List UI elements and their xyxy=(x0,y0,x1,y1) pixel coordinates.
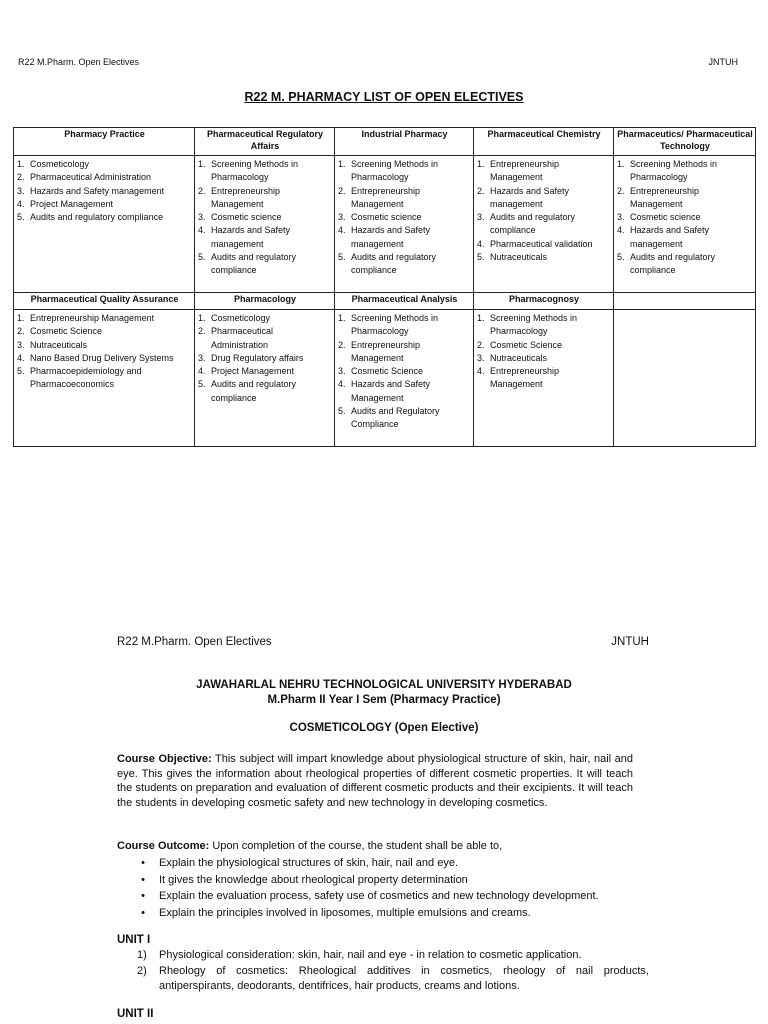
elective-name: Audits and regulatory compliance xyxy=(211,379,297,403)
elective-list-cell xyxy=(335,156,474,293)
elective-name: Project Management xyxy=(211,366,295,377)
topic-text: Physiological consideration: skin, hair, nail and eye - in relation to cosmetic application. xyxy=(159,949,582,961)
item-number: 5. xyxy=(198,252,206,263)
elective-list xyxy=(477,156,611,264)
outcome-text: Explain the evaluation process, safety use of cosmetics and new technology development. xyxy=(159,890,599,902)
item-number: 4. xyxy=(17,352,25,363)
bullet-icon: • xyxy=(141,873,145,886)
list-item xyxy=(338,211,471,224)
item-number: 3. xyxy=(198,352,206,363)
list-item xyxy=(117,872,657,889)
list-item xyxy=(477,211,611,238)
elective-list xyxy=(617,156,753,278)
item-number: 2. xyxy=(198,185,206,196)
item-number: 4. xyxy=(477,366,485,377)
open-electives-table xyxy=(13,127,756,447)
list-item xyxy=(338,339,471,366)
item-number: 2. xyxy=(338,185,346,196)
list-item xyxy=(17,365,192,392)
item-number: 1. xyxy=(17,313,25,323)
column-header xyxy=(614,293,756,310)
unit-2-heading: UNIT II xyxy=(117,1008,154,1020)
list-item xyxy=(198,352,332,365)
table-header-row xyxy=(14,128,756,156)
elective-name: Audits and regulatory compliance xyxy=(30,212,164,223)
elective-list-cell xyxy=(474,310,614,447)
page1-header xyxy=(18,57,738,69)
course-outcome-intro xyxy=(117,839,637,854)
elective-list-cell xyxy=(474,156,614,293)
list-item xyxy=(198,158,332,185)
item-number: 3. xyxy=(17,185,25,196)
list-item xyxy=(198,251,332,278)
outcome-text: Explain the principles involved in liposomes, multiple emulsions and creams. xyxy=(159,906,531,919)
column-header: Pharmaceutical Analysis xyxy=(335,293,474,310)
elective-name: Entrepreneurship Management xyxy=(351,185,421,209)
elective-name: Nutraceuticals xyxy=(490,352,548,363)
elective-name: Screening Methods in Pharmacology xyxy=(351,313,439,337)
list-item xyxy=(477,185,611,212)
elective-name: Hazards and Safety management xyxy=(630,225,710,249)
list-item xyxy=(117,888,657,905)
item-number: 2. xyxy=(477,185,485,196)
column-header: Pharmacognosy xyxy=(474,293,614,310)
elective-name: Entrepreneurship Management xyxy=(490,366,560,390)
list-item xyxy=(198,312,332,325)
unit-1-topics xyxy=(117,948,649,995)
item-number: 4. xyxy=(477,238,485,249)
item-number: 1. xyxy=(198,313,206,323)
list-item xyxy=(477,352,611,365)
item-number: 2) xyxy=(137,964,147,977)
elective-name: Cosmetic Science xyxy=(490,339,563,350)
elective-name: Nano Based Drug Delivery Systems xyxy=(30,352,174,363)
list-item xyxy=(198,224,332,251)
page2-header-right: JNTUH xyxy=(611,636,649,648)
item-number: 4. xyxy=(198,225,206,236)
list-item xyxy=(198,211,332,224)
elective-name: Cosmetic science xyxy=(630,212,701,223)
elective-list-cell xyxy=(614,156,756,293)
elective-name: Pharmaceutical Administration xyxy=(30,172,152,183)
elective-name: Audits and regulatory compliance xyxy=(351,252,437,276)
bullet-icon: • xyxy=(141,890,145,902)
elective-name: Nutraceuticals xyxy=(30,339,88,350)
list-item xyxy=(338,312,471,339)
elective-list-cell xyxy=(335,310,474,447)
item-number: 1. xyxy=(338,313,346,323)
column-header: Pharmaceutics/ Pharmaceutical Technology xyxy=(614,128,756,156)
elective-list xyxy=(17,310,192,392)
item-number: 4. xyxy=(198,366,206,377)
elective-name: Audits and regulatory compliance xyxy=(211,252,297,276)
table-row xyxy=(14,310,756,447)
list-item xyxy=(17,158,192,171)
list-item xyxy=(17,352,192,365)
page1-header-right: JNTUH xyxy=(708,57,738,67)
elective-name: Project Management xyxy=(30,198,114,209)
course-objective-text: This subject will impart knowledge about physiological structure of skin, hair, nail and eye. This gives the information about rheological properties of different cosmetic properties. It will teach the students on preparation and evaluation of different cosmetic products and their excipients. It will teach the students in developing cosmetic safety and new technology in developing cosmetics. xyxy=(117,753,633,809)
elective-name: Pharmaceutical Administration xyxy=(211,326,274,350)
elective-name: Pharmaceutical validation xyxy=(490,238,593,249)
list-item xyxy=(17,198,192,211)
list-item xyxy=(338,185,471,212)
outcome-text: Explain the physiological structures of skin, hair, nail and eye. xyxy=(159,857,458,869)
list-item xyxy=(617,211,753,224)
item-number: 2. xyxy=(477,339,485,350)
bullet-icon: • xyxy=(141,906,145,919)
elective-list xyxy=(477,310,611,392)
item-number: 1. xyxy=(477,313,485,323)
item-number: 5. xyxy=(17,212,25,223)
item-number: 2. xyxy=(17,326,25,337)
list-item xyxy=(338,158,471,185)
list-item xyxy=(198,378,332,405)
list-item xyxy=(617,185,753,212)
page2-header xyxy=(117,636,649,650)
list-item xyxy=(477,312,611,339)
elective-name: Audits and regulatory compliance xyxy=(490,212,576,236)
table-header-row xyxy=(14,293,756,310)
item-number: 3. xyxy=(338,366,346,377)
elective-name: Hazards and Safety management xyxy=(490,185,570,209)
elective-name: Entrepreneurship Management xyxy=(351,339,421,363)
elective-name: Entrepreneurship Management xyxy=(211,185,281,209)
elective-list-cell xyxy=(14,310,195,447)
item-number: 5. xyxy=(338,252,346,263)
elective-list xyxy=(338,310,471,432)
column-header: Pharmacy Practice xyxy=(14,128,195,156)
elective-name: Audits and Regulatory Compliance xyxy=(351,406,440,430)
table-row xyxy=(14,156,756,293)
list-item xyxy=(477,251,611,264)
item-number: 5. xyxy=(17,366,25,377)
list-item xyxy=(338,365,471,378)
list-item xyxy=(477,158,611,185)
item-number: 2. xyxy=(617,185,625,196)
item-number: 2. xyxy=(338,339,346,350)
elective-list-cell xyxy=(195,156,335,293)
elective-name: Drug Regulatory affairs xyxy=(211,352,304,363)
elective-list xyxy=(198,310,332,405)
elective-name: Screening Methods in Pharmacology xyxy=(211,159,299,183)
list-item xyxy=(117,964,649,995)
elective-name: Hazards and Safety Management xyxy=(351,379,431,403)
course-objective-label: Course Objective: xyxy=(117,753,212,765)
elective-name: Screening Methods in Pharmacology xyxy=(630,159,718,183)
elective-name: Hazards and Safety management xyxy=(211,225,291,249)
item-number: 4. xyxy=(617,225,625,236)
list-item xyxy=(477,365,611,392)
item-number: 4. xyxy=(338,225,346,236)
item-number: 3. xyxy=(17,339,25,350)
list-item xyxy=(617,251,753,278)
list-item xyxy=(17,185,192,198)
item-number: 5. xyxy=(198,379,206,390)
column-header: Pharmaceutical Quality Assurance xyxy=(14,293,195,310)
elective-name: Screening Methods in Pharmacology xyxy=(490,313,578,337)
list-item xyxy=(198,325,332,352)
elective-list xyxy=(17,156,192,224)
bullet-icon: • xyxy=(141,857,145,869)
list-item xyxy=(477,339,611,352)
course-outcomes-list xyxy=(117,855,657,921)
item-number: 3. xyxy=(477,352,485,363)
list-item xyxy=(17,339,192,352)
column-header: Pharmacology xyxy=(195,293,335,310)
list-item xyxy=(477,238,611,251)
unit-1-heading: UNIT I xyxy=(117,934,151,946)
list-item xyxy=(338,224,471,251)
elective-name: Cosmeticology xyxy=(211,313,271,323)
item-number: 2. xyxy=(198,326,206,337)
elective-name: Entrepreneurship Management xyxy=(490,159,560,183)
list-item xyxy=(17,325,192,338)
page2-header-left: R22 M.Pharm. Open Electives xyxy=(117,636,272,648)
list-item xyxy=(17,211,192,224)
item-number: 3. xyxy=(617,212,625,223)
page1-header-left: R22 M.Pharm. Open Electives xyxy=(18,57,140,67)
elective-list-cell xyxy=(614,310,756,447)
item-number: 5. xyxy=(477,252,485,263)
list-item xyxy=(338,405,471,432)
list-item xyxy=(338,378,471,405)
elective-name: Entrepreneurship Management xyxy=(30,313,155,323)
list-item xyxy=(198,365,332,378)
list-item xyxy=(617,158,753,185)
item-number: 1. xyxy=(17,159,25,169)
list-item xyxy=(117,855,657,872)
elective-name: Cosmetic science xyxy=(211,212,282,223)
university-name: JAWAHARLAL NEHRU TECHNOLOGICAL UNIVERSITY HYDERABAD xyxy=(196,679,572,691)
elective-list-cell xyxy=(195,310,335,447)
item-number: 1. xyxy=(617,159,625,169)
course-title: COSMETICOLOGY (Open Elective) xyxy=(289,722,479,734)
item-number: 5. xyxy=(617,252,625,263)
item-number: 3. xyxy=(198,212,206,223)
course-outcome-text: Upon completion of the course, the student shall be able to, xyxy=(209,840,503,852)
elective-name: Cosmetic Science xyxy=(30,326,103,337)
course-outcome-label: Course Outcome: xyxy=(117,840,210,852)
column-header: Industrial Pharmacy xyxy=(335,128,474,156)
list-item xyxy=(617,224,753,251)
elective-name: Audits and regulatory compliance xyxy=(630,252,716,276)
list-item xyxy=(17,312,192,325)
item-number: 3. xyxy=(477,212,485,223)
electives-list-title: R22 M. PHARMACY LIST OF OPEN ELECTIVES xyxy=(244,90,524,104)
elective-list-cell xyxy=(14,156,195,293)
column-header: Pharmaceutical Regulatory Affairs xyxy=(195,128,335,156)
semester-line: M.Pharm II Year I Sem (Pharmacy Practice) xyxy=(267,694,501,706)
elective-list xyxy=(198,156,332,278)
item-number: 4. xyxy=(17,198,25,209)
elective-name: Entrepreneurship Management xyxy=(630,185,700,209)
elective-name: Hazards and Safety management xyxy=(30,185,165,196)
item-number: 1. xyxy=(477,159,485,169)
elective-name: Screening Methods in Pharmacology xyxy=(351,159,439,183)
list-item xyxy=(338,251,471,278)
elective-name: Cosmetic Science xyxy=(351,366,424,377)
item-number: 1. xyxy=(198,159,206,169)
item-number: 2. xyxy=(17,172,25,183)
list-item xyxy=(198,185,332,212)
list-item xyxy=(117,948,649,964)
outcome-text: It gives the knowledge about rheological property determination xyxy=(159,873,468,886)
list-item xyxy=(17,171,192,184)
item-number: 1) xyxy=(137,949,147,961)
item-number: 1. xyxy=(338,159,346,169)
item-number: 5. xyxy=(338,406,346,417)
column-header: Pharmaceutical Chemistry xyxy=(474,128,614,156)
elective-list xyxy=(338,156,471,278)
item-number: 3. xyxy=(338,212,346,223)
item-number: 4. xyxy=(338,379,346,390)
elective-name: Hazards and Safety management xyxy=(351,225,431,249)
elective-name: Cosmeticology xyxy=(30,159,90,169)
list-item xyxy=(117,905,657,922)
elective-name: Cosmetic science xyxy=(351,212,422,223)
elective-name: Nutraceuticals xyxy=(490,252,548,263)
course-objective xyxy=(117,752,633,810)
topic-text: Rheology of cosmetics: Rheological additives in cosmetics, rheology of nail products, antiperspirants, deodorants, dentifrices, hair products, creams and lotions. xyxy=(159,964,649,992)
elective-name: Pharmacoepidemiology and Pharmacoeconomics xyxy=(30,366,142,390)
